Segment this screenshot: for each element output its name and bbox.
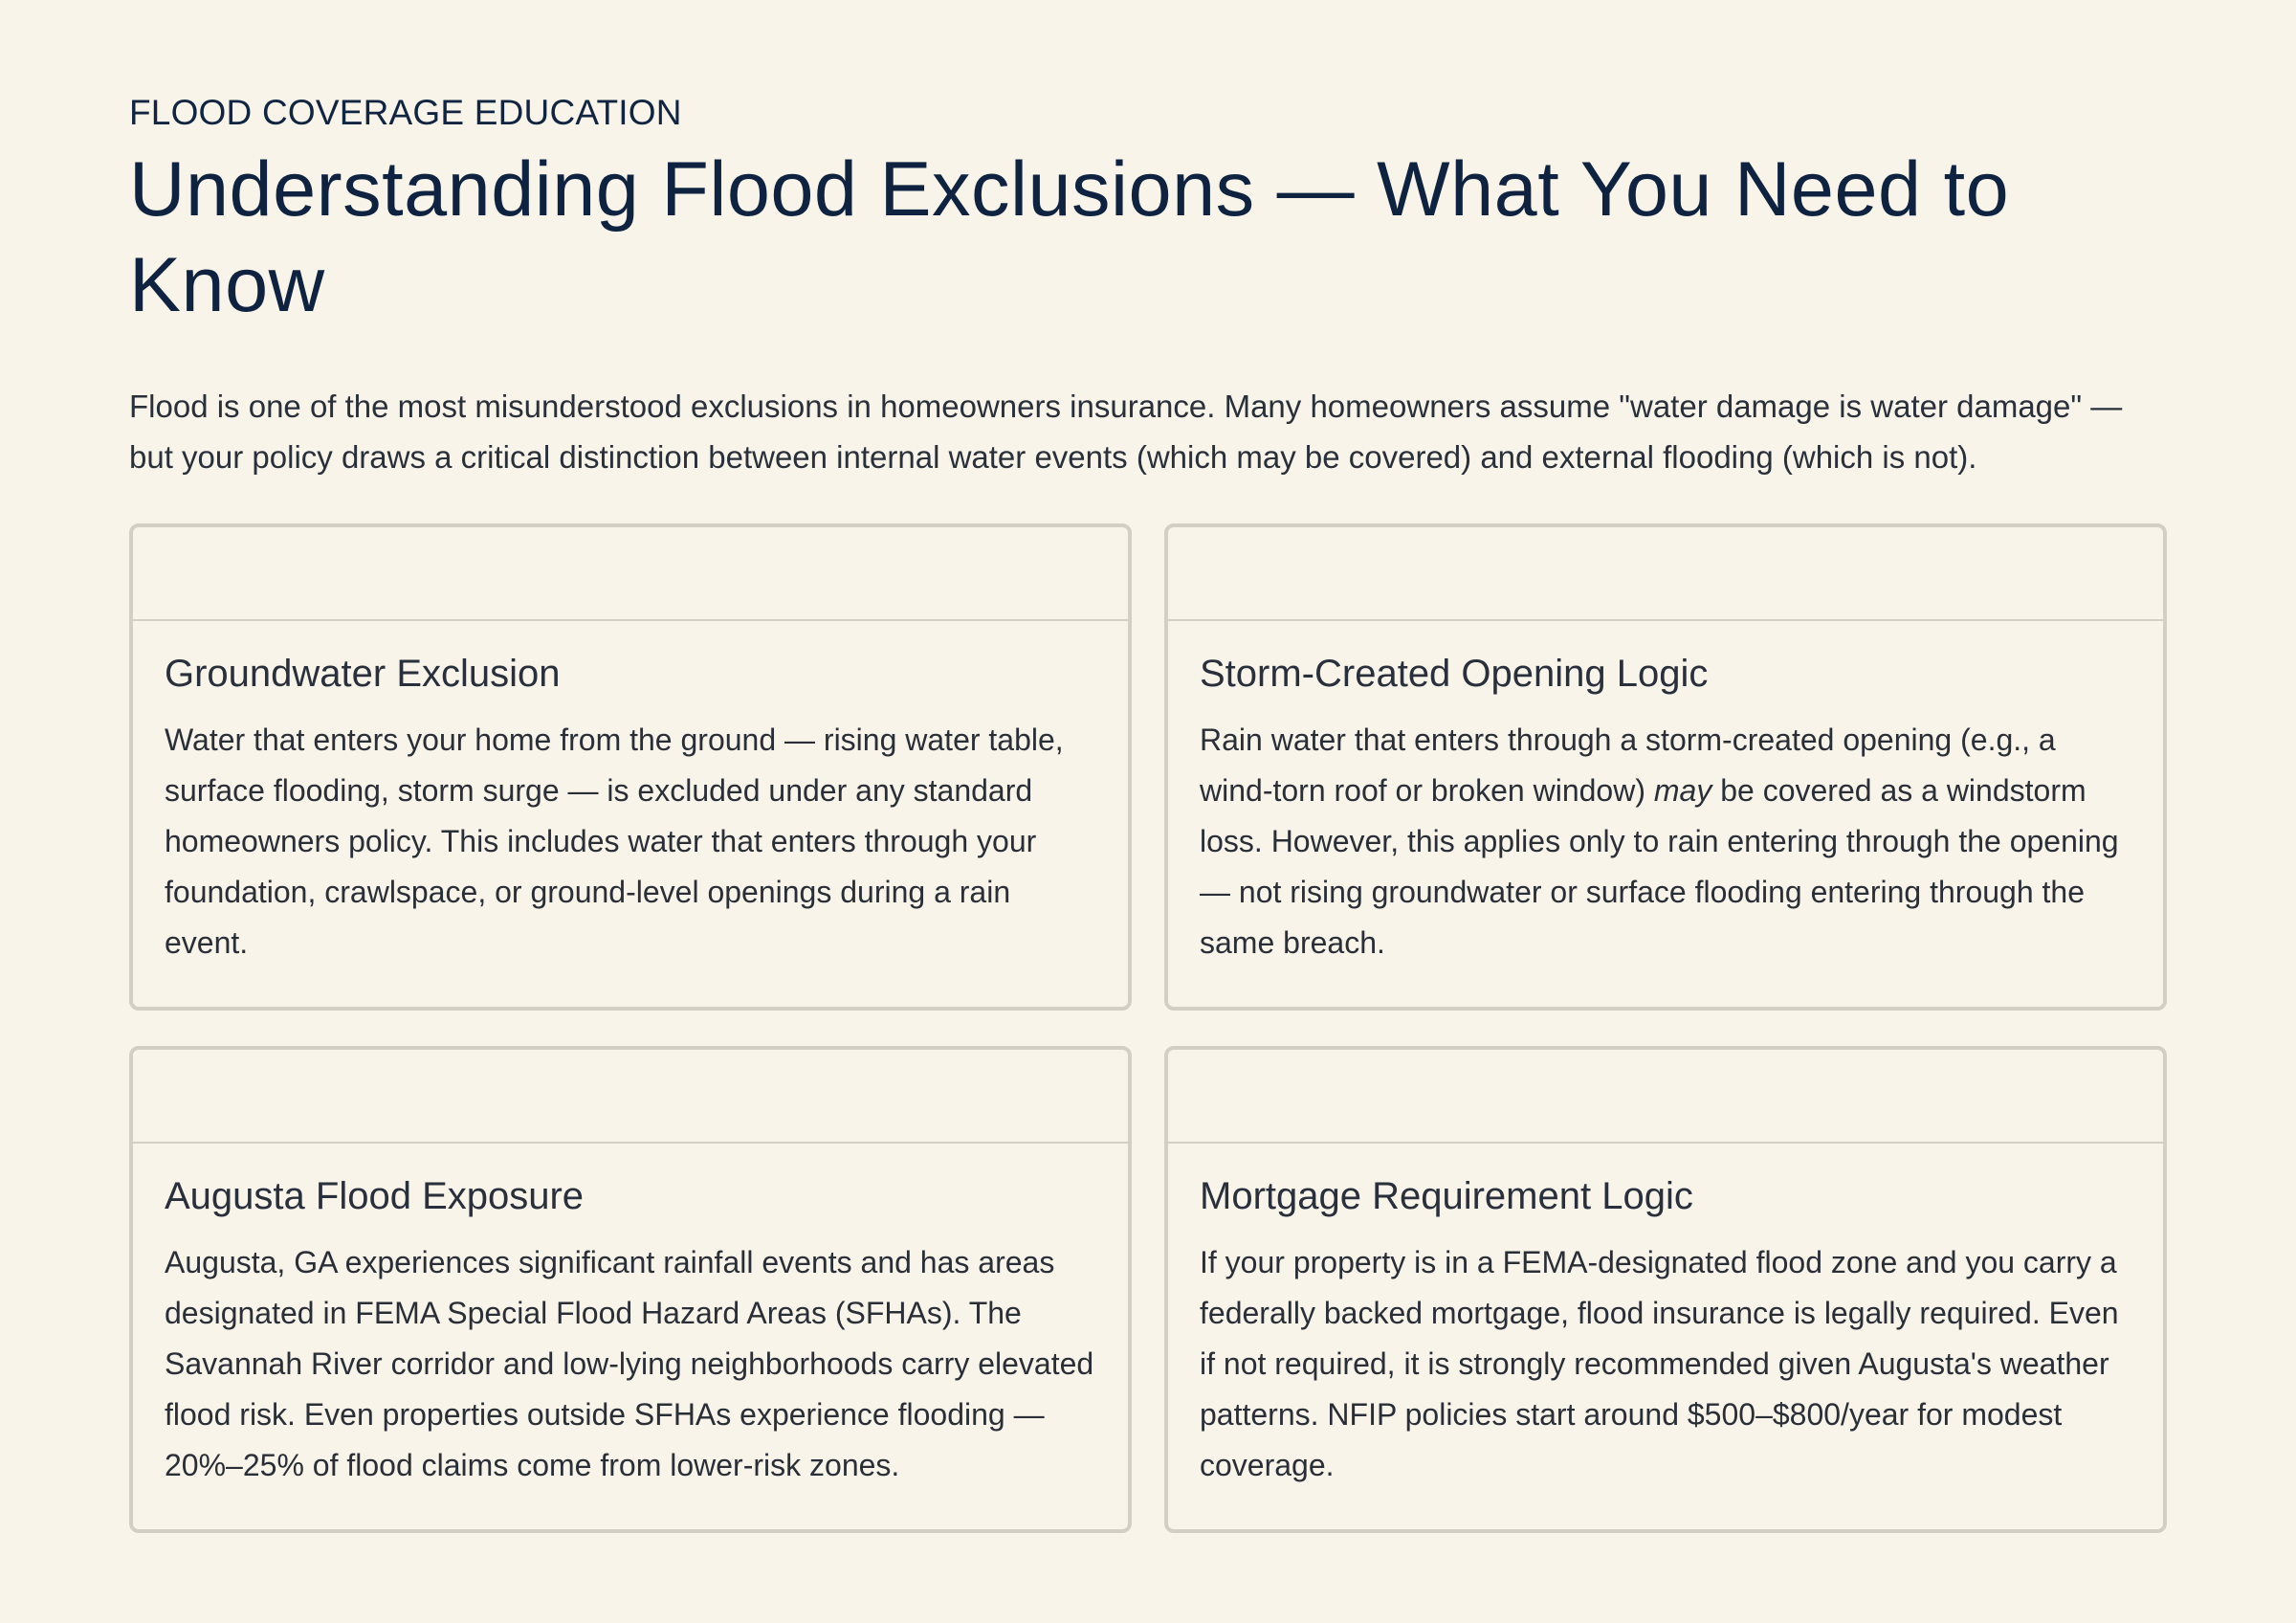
mortgage-requirement-card [1164, 1046, 2167, 1533]
card-header [133, 1050, 1128, 1144]
card-header [1168, 1050, 2163, 1144]
card-title: Groundwater Exclusion [165, 653, 561, 695]
card-body [133, 621, 1128, 968]
card-text: Water that enters your home from the ground — rising water table, surface flooding, storm surge — is excluded under any standard homeowners policy. This includes water that enters through your foundation, crawlspace, or ground-level openings during a rain event. [165, 723, 1064, 960]
card-header [133, 527, 1128, 621]
groundwater-exclusion-card [129, 523, 1132, 1011]
card-text: If your property is in a FEMA-designated flood zone and you carry a federally backed mortgage, flood insurance is legally required. Even if not required, it is strongly recommended given Augusta's weather patterns. NFIP policies start around $500–$800/year for modest coverage. [1200, 1245, 2119, 1482]
card-body [1168, 1144, 2163, 1491]
card-title: Mortgage Requirement Logic [1200, 1175, 1693, 1217]
intro-paragraph: Flood is one of the most misunderstood exclusions in homeowners insurance. Many homeowners assume "water damage is water damage" — but your policy draws a critical distinction between internal water events (which may be covered) and external flooding (which is not). [129, 389, 2123, 475]
card-title: Augusta Flood Exposure [165, 1175, 585, 1217]
card-header [1168, 527, 2163, 621]
storm-opening-logic-card [1164, 523, 2167, 1011]
card-title: Storm-Created Opening Logic [1200, 653, 1709, 695]
card-body [1168, 621, 2163, 968]
card-text: Augusta, GA experiences significant rainfall events and has areas designated in FEMA Special Flood Hazard Areas (SFHAs). The Savannah River corridor and low-lying neighborhoods carry elevated flood risk. Even properties outside SFHAs experience flooding — 20%–25% of flood claims come from lower-risk zones. [165, 1245, 1094, 1482]
card-body [133, 1144, 1128, 1491]
page-title: Understanding Flood Exclusions — What You Need to Know [129, 146, 2010, 328]
card-text-before-emphasis: Rain water that enters through a storm-created opening (e.g., a wind-torn roof or broken window) [1200, 723, 2056, 808]
exclusion-cards-grid [129, 523, 2167, 1533]
card-text [1200, 715, 2131, 968]
card-text-after-emphasis: be covered as a windstorm loss. However, this applies only to rain entering through the opening — not rising groundwater or surface flooding entering through the same breach. [1200, 773, 2119, 960]
card-text-emphasis: may [1653, 773, 1712, 808]
augusta-flood-exposure-card [129, 1046, 1132, 1533]
section-eyebrow: FLOOD COVERAGE EDUCATION [129, 93, 682, 132]
